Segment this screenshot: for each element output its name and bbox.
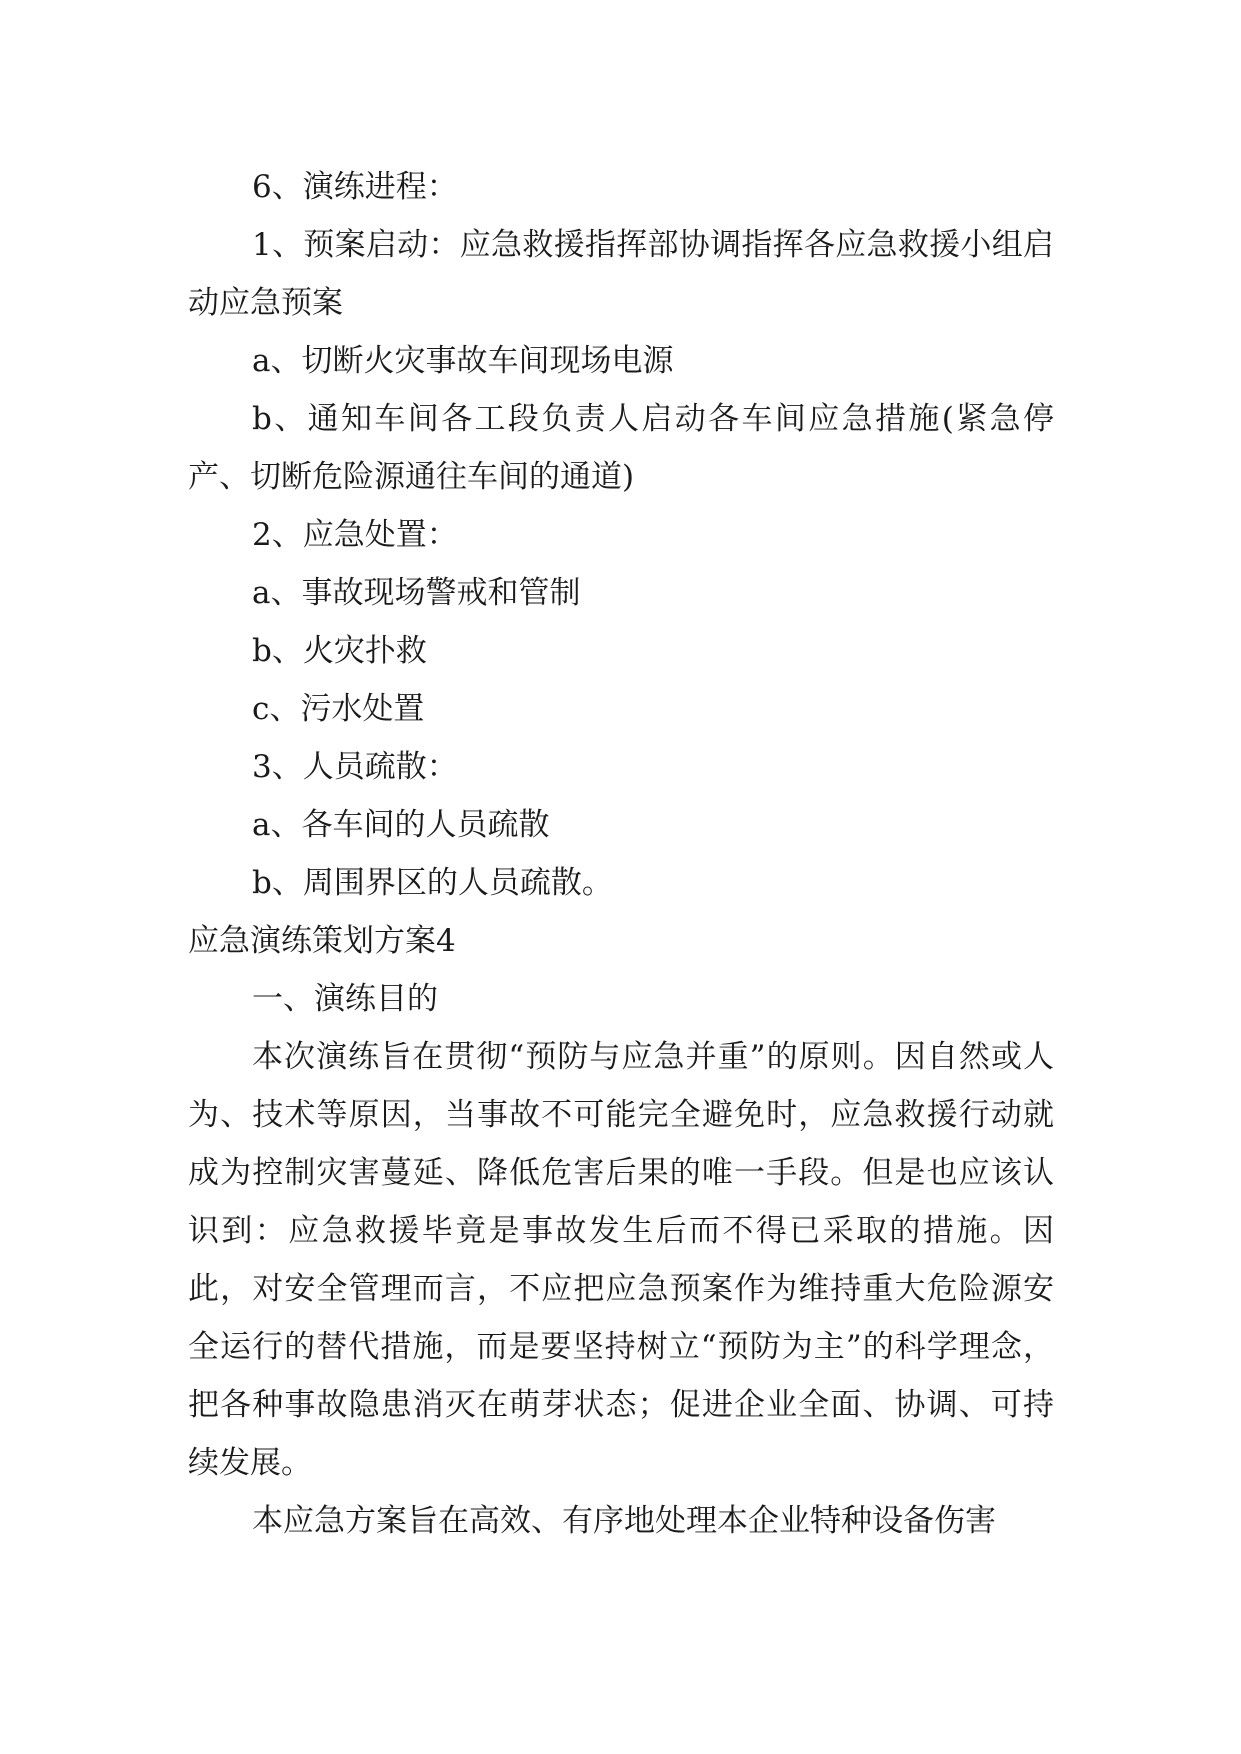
paragraph-drill-purpose-heading: 一、演练目的 — [252, 981, 438, 1017]
paragraph-fire-fighting: b、火灾扑救 — [252, 633, 427, 669]
paragraph-drill-process-heading: 6、演练进程： — [252, 169, 458, 205]
paragraph-workshop-evacuation: a、各车间的人员疏散 — [252, 807, 550, 843]
section-title: 应急演练策划方案4 — [188, 923, 456, 959]
paragraph-cut-power: a、切断火灾事故车间现场电源 — [252, 343, 674, 379]
paragraph-sewage-handling: c、污水处置 — [252, 691, 425, 727]
document-body — [188, 158, 1054, 1550]
paragraph-perimeter-evacuation: b、周围界区的人员疏散。 — [252, 865, 613, 901]
paragraph-evacuation-heading: 3、人员疏散： — [252, 749, 458, 785]
paragraph-drill-purpose-body: 本次演练旨在贯彻“预防与应急并重”的原则。因自然或人为、技术等原因，当事故不可能完全避免时，应急救援行动就成为控制灾害蔓延、降低危害后果的唯一手段。但是也应该认识到：应急救援毕竟是事故发生后而不得已采取的措施。因此，对安全管理而言，不应把应急预案作为维持重大危险源安全运行的替代措施，而是要坚持树立“预防为主”的科学理念，把各种事故隐患消灭在萌芽状态；促进企业全面、协调、可持续发展。 — [188, 1039, 1054, 1481]
paragraph-emergency-handling-heading: 2、应急处置： — [252, 517, 458, 553]
paragraph-plan-start: 1、预案启动：应急救援指挥部协调指挥各应急救援小组启动应急预案 — [188, 227, 1054, 321]
paragraph-site-control: a、事故现场警戒和管制 — [252, 575, 581, 611]
paragraph-notify-workshop: b、通知车间各工段负责人启动各车间应急措施(紧急停产、切断危险源通往车间的通道) — [188, 401, 1054, 495]
paragraph-plan-intent: 本应急方案旨在高效、有序地处理本企业特种设备伤害 — [252, 1503, 996, 1539]
